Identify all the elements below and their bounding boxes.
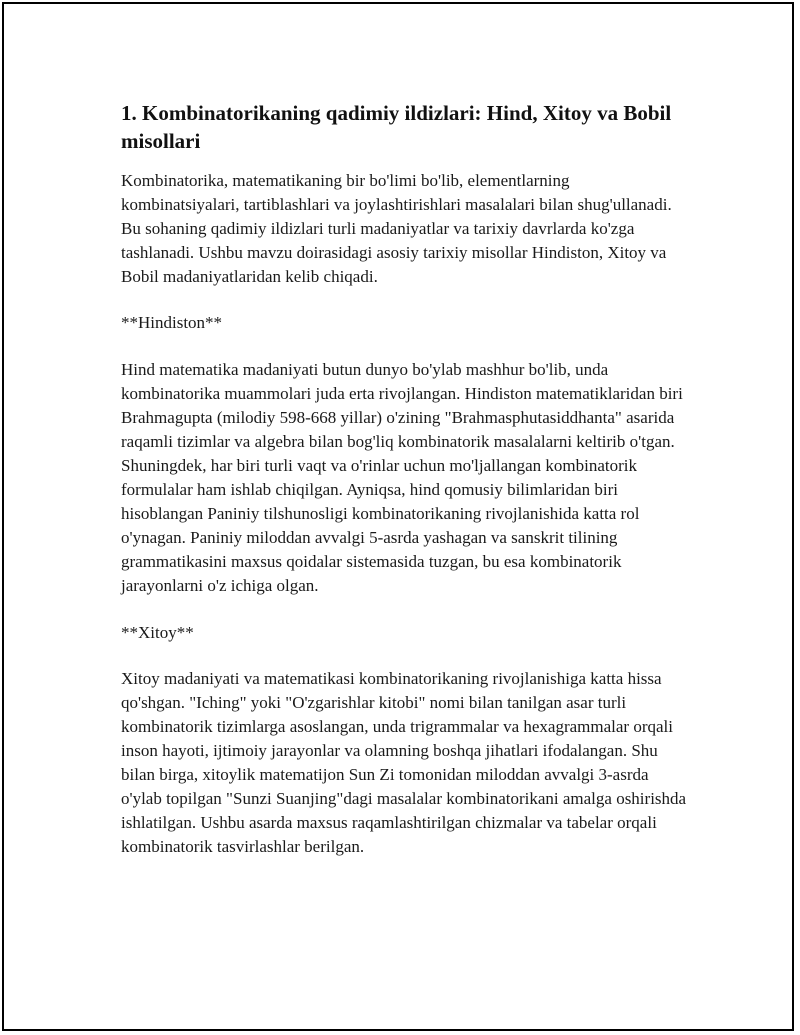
section-paragraph-hindiston: Hind matematika madaniyati butun dunyo bo'ylab mashhur bo'lib, unda kombinatorika muammolari juda erta rivojlangan. Hindiston matematiklaridan biri Brahmagupta (milodiy 598-668 yillar) o'zining "Brahmasphutasiddhanta" asarida raqamli tizimlar va algebra bilan bog'liq kombinatorik masalalarni keltirib o'tgan. Shuningdek, har biri turli vaqt va o'rinlar uchun mo'ljallangan kombinatorik formulalar ham ishlab chiqilgan. Ayniqsa, hind qomusiy bilimlaridan biri hisoblangan Paniniy tilshunosligi kombinatorikaning rivojlanishida katta rol o'ynagan. Paniniy miloddan avvalgi 5-asrda yashagan va sanskrit tilining grammatikasini maxsus qoidalar sistemasida tuzgan, bu esa kombinatorik jarayonlarni o'z ichiga olgan. xyxy=(121,359,683,596)
document-title: 1. Kombinatorikaning qadimiy ildizlari: Hind, Xitoy va Bobil misollari xyxy=(121,101,672,153)
section-paragraph-xitoy: Xitoy madaniyati va matematikasi kombinatorikaning rivojlanishiga katta hissa qo'shgan. "Iching" yoki "O'zgarishlar kitobi" nomi bilan tanilgan asar turli kombinatorik tizimlarga asoslangan, unda trigrammalar va hexagrammalar orqali inson hayoti, ijtimoiy jarayonlar va olamning boshqa jihatlari ifodalangan. Shu bilan birga, xitoylik matematijon Sun Zi tomonidan miloddan avvalgi 3-asrda o'ylab topilgan "Sunzi Suanjing"dagi masalalar kombinatorikani amalga oshirishda ishlatilgan. Ushbu asarda maxsus raqamlashtirilgan chizmalar va tabelar orqali kombinatorik tasvirlashlar berilgan. xyxy=(121,668,687,857)
section-heading-xitoy: **Xitoy** xyxy=(121,622,194,642)
intro-paragraph: Kombinatorika, matematikaning bir bo'limi bo'lib, elementlarning kombinatsiyalari, tartiblashlari va joylashtirishlari masalalari bilan shug'ullanadi. Bu sohaning qadimiy ildizlari turli madaniyatlar va tarixiy davrlarda ko'zga tashlanadi. Ushbu mavzu doirasidagi asosiy tarixiy misollar Hindiston, Xitoy va Bobil madaniyatlaridan kelib chiqadi. xyxy=(121,171,672,287)
section-heading-hindiston: **Hindiston** xyxy=(121,313,223,333)
page-border xyxy=(2,2,794,1031)
document-body xyxy=(121,99,687,881)
